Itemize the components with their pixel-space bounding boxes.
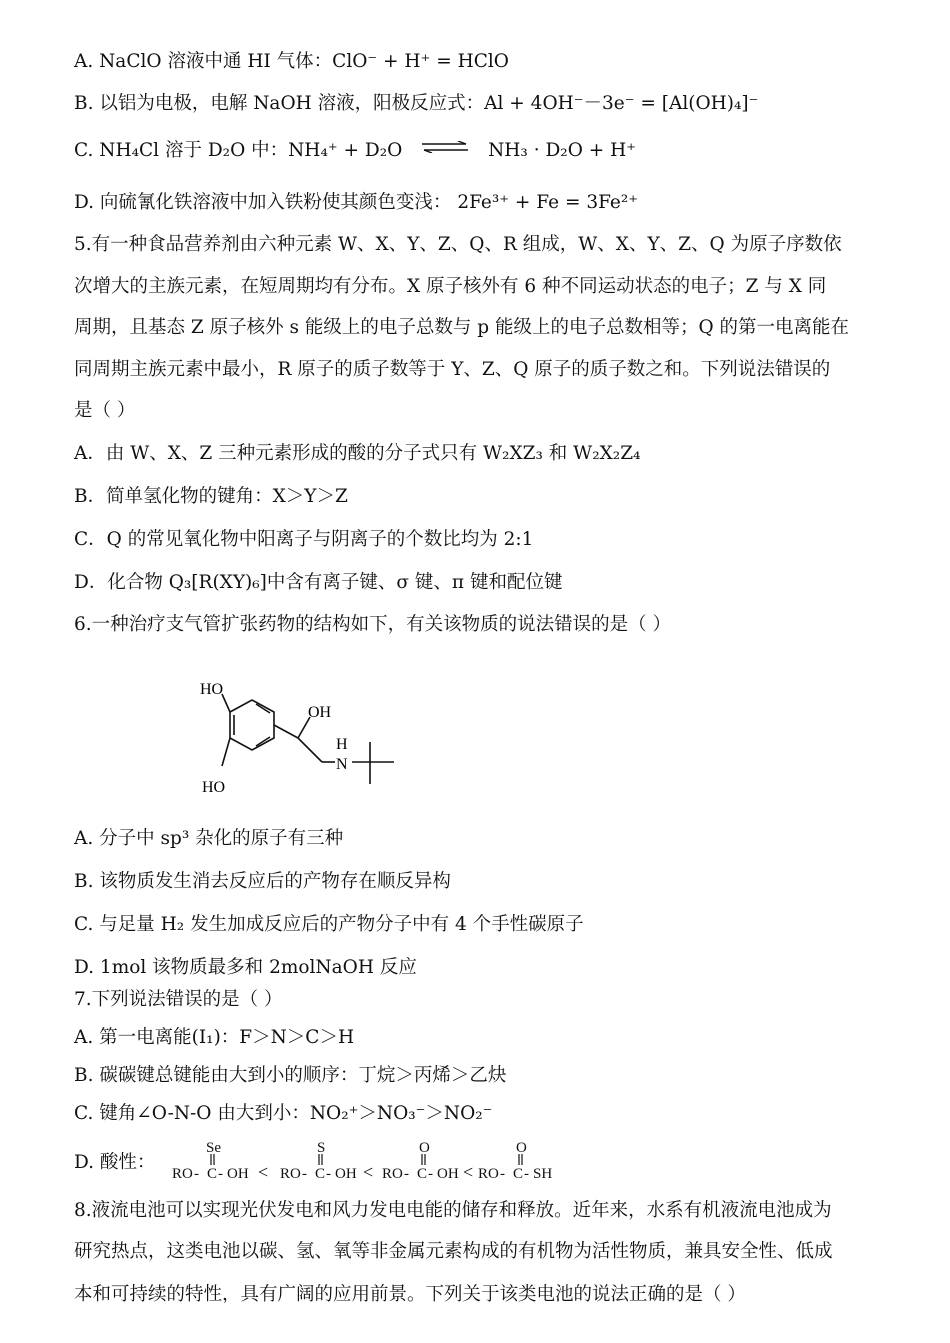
- acid-3-left: RO: [382, 1166, 403, 1182]
- equilibrium-arrow-icon: [422, 141, 468, 153]
- q5-stem-line: 5.有一种食品营养剂由六种元素 W、X、Y、Z、Q、R 组成，W、X、Y、Z、Q 为原子序数依: [74, 234, 842, 255]
- q7-stem: 7.下列说法错误的是（ ）: [74, 989, 283, 1010]
- less-than-2: <: [363, 1162, 374, 1182]
- acid-3-center: C: [417, 1166, 428, 1182]
- q6-stem: 6.一种治疗支气管扩张药物的结构如下，有关该物质的说法错误的是（ ）: [74, 614, 672, 635]
- q6-option-d: D. 1mol 该物质最多和 2molNaOH 反应: [74, 957, 417, 978]
- acid-formulas: [170, 1138, 630, 1184]
- q4-option-c: [74, 137, 890, 165]
- svg-text:-: -: [404, 1166, 409, 1182]
- acid-1-left: RO: [172, 1166, 193, 1182]
- label-oh: OH: [308, 704, 332, 721]
- q5-option-a: A．由 W、X、Z 三种元素形成的酸的分子式只有 W₂XZ₃ 和 W₂X₂Z₄: [74, 443, 641, 464]
- acid-4-center: C: [513, 1166, 524, 1182]
- q7-option-a: A. 第一电离能(I₁)：F＞N＞C＞H: [74, 1027, 355, 1048]
- svg-text:-: -: [500, 1166, 505, 1182]
- label-ho-top: HO: [200, 681, 224, 698]
- less-than-1: <: [258, 1162, 269, 1182]
- q5-option-b: B．简单氢化物的键角：X＞Y＞Z: [74, 486, 348, 507]
- acid-4-left: RO: [478, 1166, 499, 1182]
- molecule-structure: [190, 672, 420, 802]
- q5-stem-line: 周期，且基态 Z 原子核外 s 能级上的电子总数与 p 能级上的电子总数相等；Q 的第一电离能在: [74, 317, 850, 338]
- acid-4-top: O: [516, 1140, 527, 1156]
- q8-stem-line: 研究热点，这类电池以碳、氢、氧等非金属元素构成的有机物为活性物质，兼具安全性、低成: [74, 1241, 833, 1262]
- acid-1-top: Se: [206, 1140, 221, 1156]
- svg-text:-: -: [524, 1166, 529, 1182]
- label-h: H: [336, 736, 348, 753]
- acid-3-right: OH: [437, 1166, 459, 1182]
- svg-text:-: -: [194, 1166, 199, 1182]
- acid-3-top: O: [419, 1140, 430, 1156]
- acid-2-left: RO: [280, 1166, 301, 1182]
- q5-stem-line: 是（ ）: [74, 400, 136, 421]
- acid-2-right: OH: [335, 1166, 357, 1182]
- acid-4-right: SH: [533, 1166, 553, 1182]
- less-than-3: <: [463, 1162, 474, 1182]
- acid-2-top: S: [317, 1140, 326, 1156]
- label-ho-bottom: HO: [202, 779, 226, 796]
- q4-option-c-right: NH₃ · D₂O + H⁺: [488, 140, 637, 161]
- label-n: N: [336, 756, 348, 773]
- acid-2-center: C: [315, 1166, 326, 1182]
- q5-option-d: D．化合物 Q₃[R(XY)₆]中含有离子键、σ 键、π 键和配位键: [74, 572, 563, 593]
- q7-option-d-label: D. 酸性：: [74, 1152, 156, 1173]
- q8-stem-line: 8.液流电池可以实现光伏发电和风力发电电能的储存和释放。近年来，水系有机液流电池成为: [74, 1200, 832, 1221]
- q6-option-c: C. 与足量 H₂ 发生加成反应后的产物分子中有 4 个手性碳原子: [74, 914, 584, 935]
- q4-option-d: D. 向硫氰化铁溶液中加入铁粉使其颜色变浅： 2Fe³⁺ + Fe = 3Fe²⁺: [74, 192, 639, 213]
- q4-option-a: A. NaClO 溶液中通 HI 气体：ClO⁻ + H⁺ = HClO: [74, 51, 509, 72]
- q7-option-c: C. 键角∠O-N-O 由大到小：NO₂⁺＞NO₃⁻＞NO₂⁻: [74, 1103, 493, 1124]
- q5-stem-line: 次增大的主族元素，在短周期均有分布。X 原子核外有 6 种不同运动状态的电子；Z 与 X 同: [74, 276, 827, 297]
- q7-option-b: B. 碳碳键总键能由大到小的顺序：丁烷＞丙烯＞乙炔: [74, 1065, 507, 1086]
- q8-stem-line-partial: 本和可持续的特性，具有广阔的应用前景。下列关于该类电池的说法正确的是（ ）: [74, 1284, 746, 1303]
- q5-stem-line: 同周期主族元素中最小，R 原子的质子数等于 Y、Z、Q 原子的质子数之和。下列说法错误的: [74, 359, 831, 380]
- q6-option-b: B. 该物质发生消去反应后的产物存在顺反异构: [74, 871, 451, 892]
- q4-option-c-left: C. NH₄Cl 溶于 D₂O 中：NH₄⁺ + D₂O: [74, 140, 403, 161]
- svg-text:-: -: [326, 1166, 331, 1182]
- q4-option-b: B. 以铝为电极，电解 NaOH 溶液，阳极反应式：Al + 4OH⁻－3e⁻ = [Al(OH)₄]⁻: [74, 93, 759, 114]
- q5-option-c: C．Q 的常见氧化物中阳离子与阴离子的个数比均为 2:1: [74, 529, 534, 550]
- acid-1-center: C: [207, 1166, 218, 1182]
- svg-text:-: -: [218, 1166, 223, 1182]
- q6-option-a: A. 分子中 sp³ 杂化的原子有三种: [74, 828, 344, 849]
- acid-1-right: OH: [227, 1166, 249, 1182]
- svg-text:-: -: [302, 1166, 307, 1182]
- svg-text:-: -: [428, 1166, 433, 1182]
